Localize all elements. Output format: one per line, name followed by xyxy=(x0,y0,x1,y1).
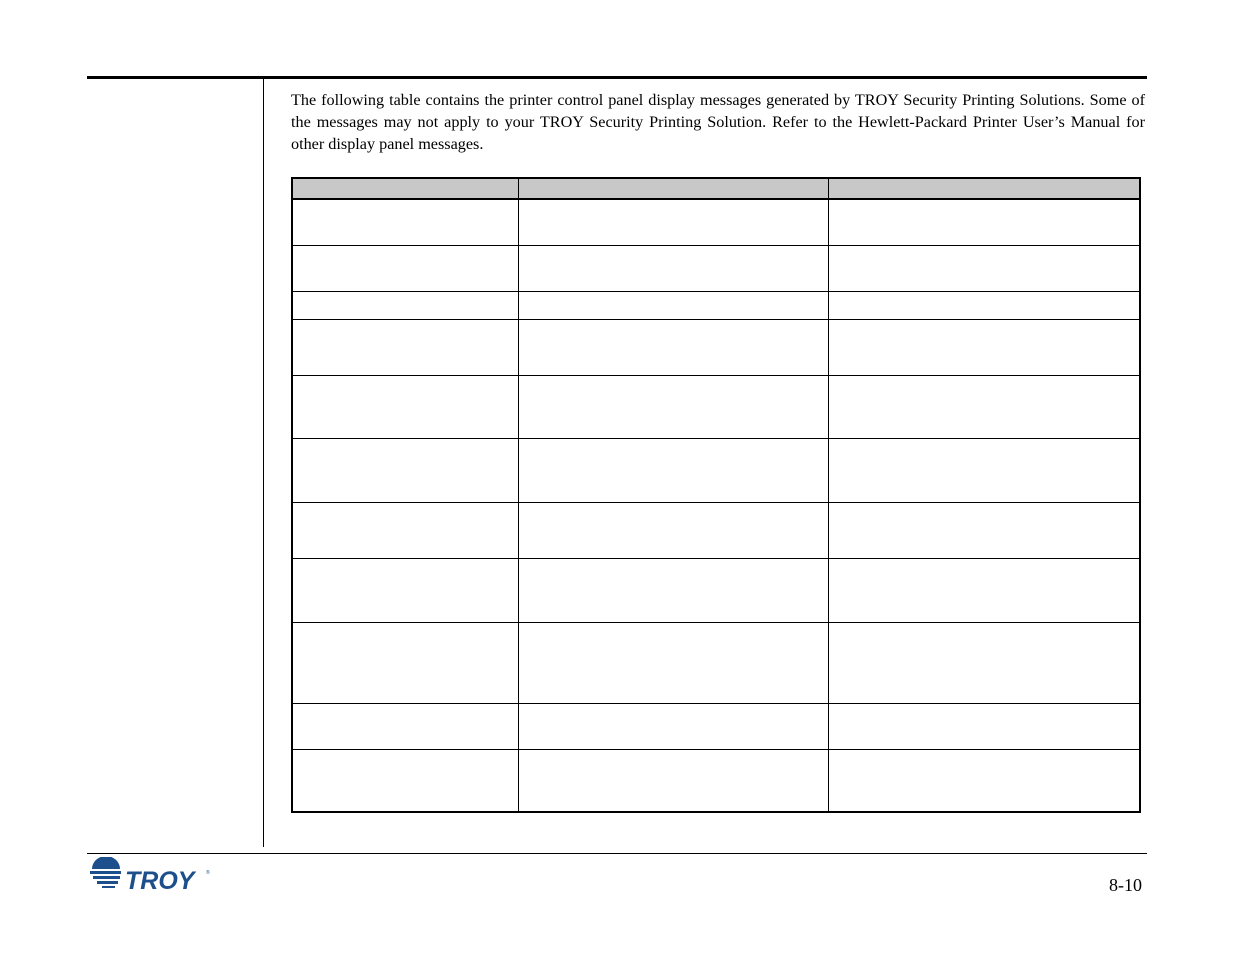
table-cell xyxy=(519,199,829,245)
table-cell xyxy=(829,558,1141,622)
table-cell xyxy=(519,375,829,438)
table-cell xyxy=(519,622,829,703)
table-cell xyxy=(829,438,1141,502)
table-cell xyxy=(829,291,1141,319)
table-cell xyxy=(292,622,519,703)
table-cell xyxy=(829,319,1141,375)
table-cell xyxy=(292,703,519,749)
table-cell xyxy=(829,245,1141,291)
table-header-row xyxy=(292,178,1140,199)
table-cell xyxy=(519,319,829,375)
troy-logo xyxy=(89,857,214,895)
header-rule xyxy=(87,76,1147,79)
table-row xyxy=(292,245,1140,291)
table-row xyxy=(292,319,1140,375)
table-header-cell xyxy=(292,178,519,199)
footer-rule xyxy=(87,853,1147,854)
table-cell xyxy=(829,502,1141,558)
table-cell xyxy=(829,375,1141,438)
table-row xyxy=(292,199,1140,245)
table-row xyxy=(292,502,1140,558)
intro-paragraph: The following table contains the printer control panel display messages generated by TROY Security Printing Solutions. Some of the messages may not apply to your TROY Security Printing Solution. Refer to the Hewlett-Packard Printer User’s Manual for other display panel messages. xyxy=(291,91,1145,153)
table-cell xyxy=(519,502,829,558)
table-cell xyxy=(292,245,519,291)
table-cell xyxy=(519,703,829,749)
table-row xyxy=(292,438,1140,502)
display-messages-table xyxy=(291,177,1141,813)
table-cell xyxy=(829,703,1141,749)
table-row xyxy=(292,749,1140,812)
table-cell xyxy=(292,375,519,438)
table-cell xyxy=(519,245,829,291)
table-cell xyxy=(292,438,519,502)
troy-globe-icon xyxy=(90,857,121,888)
table-header-cell xyxy=(519,178,829,199)
table-cell xyxy=(292,749,519,812)
table-cell xyxy=(519,438,829,502)
table-cell xyxy=(292,291,519,319)
margin-rule xyxy=(263,79,264,847)
table-cell xyxy=(829,749,1141,812)
table-cell xyxy=(292,502,519,558)
table-row xyxy=(292,703,1140,749)
table-row xyxy=(292,291,1140,319)
table-cell xyxy=(292,558,519,622)
logo-wordmark: TROY xyxy=(125,867,195,895)
table-cell xyxy=(829,199,1141,245)
table-cell xyxy=(292,319,519,375)
registered-mark: ® xyxy=(206,870,210,876)
table-cell xyxy=(292,199,519,245)
page-number: 8-10 xyxy=(1109,875,1142,895)
table-row xyxy=(292,622,1140,703)
table-cell xyxy=(519,558,829,622)
table-row xyxy=(292,375,1140,438)
table-cell xyxy=(519,749,829,812)
table-header-cell xyxy=(829,178,1141,199)
table-row xyxy=(292,558,1140,622)
table-cell xyxy=(829,622,1141,703)
table-cell xyxy=(519,291,829,319)
